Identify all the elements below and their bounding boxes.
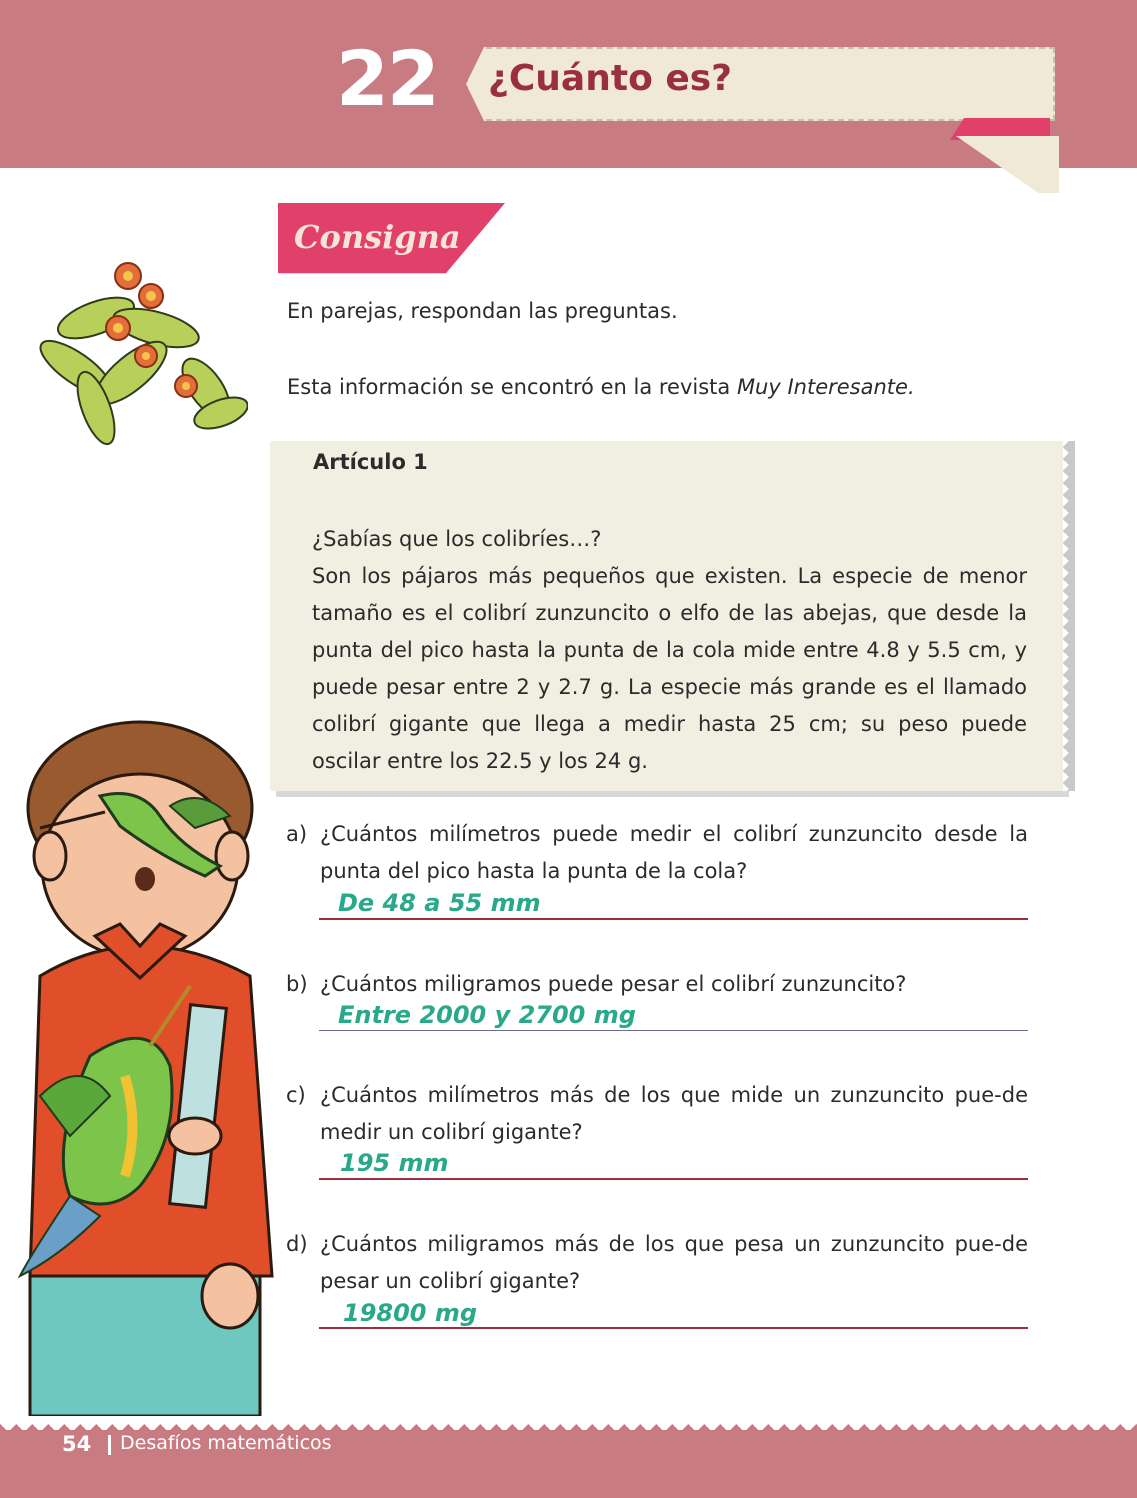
- leaves-illustration: [36, 258, 248, 456]
- answer-line-a: [319, 918, 1028, 920]
- source-intro: Esta información se encontró en la revista: [287, 375, 737, 399]
- book-title: Desafíos matemáticos: [120, 1432, 332, 1454]
- header-zigzag-border: [0, 152, 1137, 168]
- article-question: ¿Sabías que los colibríes…?: [312, 527, 602, 551]
- article-paragraph: Son los pájaros más pequeños que existen. La especie de menor tamaño es el colibrí zunzuncito o elfo de las abejas, que desde la punta del pico hasta la punta de la cola mide entre 4.8 y 5.5 cm, y puede pesar entre 2 y 2.7 g. La especie más grande es el llamado colibrí gigante que llega a medir hasta 25 cm; su peso puede oscilar entre los 22.5 y los 24 g.: [312, 564, 1027, 773]
- instruction-text: En parejas, respondan las preguntas.: [287, 299, 678, 323]
- article-title: Artículo 1: [313, 450, 428, 474]
- source-text: [287, 375, 915, 399]
- answer-b[interactable]: Entre 2000 y 2700 mg: [338, 1001, 636, 1029]
- question-text: ¿Cuántos miligramos más de los que pesa un zunzuncito pue-de pesar un colibrí gigante?: [320, 1232, 1028, 1293]
- boy-with-hummingbird-illustration: [0, 716, 290, 1416]
- question-text: ¿Cuántos milímetros puede medir el colibrí zunzuncito desde la punta del pico hasta la punta de la cola?: [320, 822, 1028, 883]
- page-number: 54: [62, 1432, 92, 1456]
- question-letter: a): [286, 822, 308, 846]
- answer-a[interactable]: De 48 a 55 mm: [338, 889, 541, 917]
- question-text: ¿Cuántos milímetros más de los que mide un zunzuncito pue-de medir un colibrí gigante?: [320, 1083, 1028, 1144]
- lesson-number: 22: [336, 34, 438, 123]
- page-title: ¿Cuánto es?: [488, 58, 733, 99]
- answer-line-b: [319, 1030, 1028, 1031]
- answer-line-d: [319, 1327, 1028, 1329]
- question-letter: c): [286, 1083, 306, 1107]
- question-letter: d): [286, 1232, 308, 1256]
- answer-c[interactable]: 195 mm: [340, 1149, 449, 1177]
- footer-separator: [108, 1435, 111, 1455]
- question-letter: b): [286, 972, 308, 996]
- article-body: [312, 521, 1027, 780]
- article-box-edge: [1063, 441, 1075, 791]
- magazine-name: Muy Interesante.: [736, 375, 915, 399]
- consigna-label: Consigna: [294, 218, 461, 256]
- question-text: ¿Cuántos miligramos puede pesar el colibrí zunzuncito?: [320, 972, 907, 996]
- answer-line-c: [319, 1178, 1028, 1180]
- answer-d[interactable]: 19800 mg: [343, 1299, 478, 1327]
